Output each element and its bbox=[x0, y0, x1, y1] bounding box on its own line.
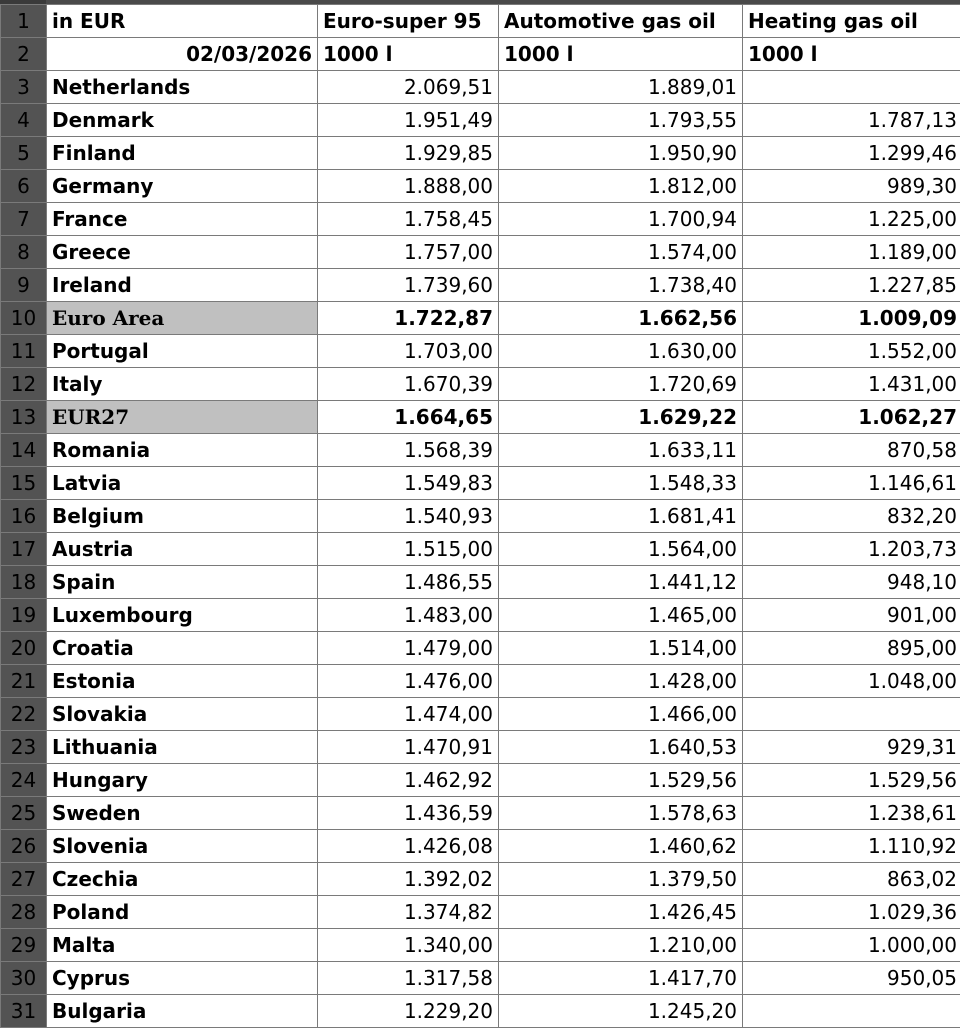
row-number[interactable]: 13 bbox=[1, 401, 47, 434]
table-row bbox=[1, 269, 960, 302]
heating-gas-oil-cell[interactable]: 1.552,00 bbox=[743, 335, 960, 368]
row-number[interactable]: 7 bbox=[1, 203, 47, 236]
table-row bbox=[1, 698, 960, 731]
table-row bbox=[1, 896, 960, 929]
row-number[interactable]: 24 bbox=[1, 764, 47, 797]
heating-gas-oil-cell[interactable]: 901,00 bbox=[743, 599, 960, 632]
sheet-row-units bbox=[1, 38, 960, 71]
table-row bbox=[1, 830, 960, 863]
euro-super-95-cell[interactable]: 1.758,45 bbox=[318, 203, 499, 236]
table-row bbox=[1, 797, 960, 830]
euro-super-95-cell[interactable]: 1.568,39 bbox=[318, 434, 499, 467]
country-cell[interactable]: Poland bbox=[47, 896, 318, 929]
table-row bbox=[1, 665, 960, 698]
automotive-gas-oil-cell[interactable]: 1.379,50 bbox=[499, 863, 743, 896]
row-number[interactable]: 1 bbox=[1, 5, 47, 38]
heating-gas-oil-cell[interactable]: 1.189,00 bbox=[743, 236, 960, 269]
table-row bbox=[1, 434, 960, 467]
heating-gas-oil-cell[interactable]: 1.227,85 bbox=[743, 269, 960, 302]
heating-gas-oil-cell[interactable]: 950,05 bbox=[743, 962, 960, 995]
country-cell[interactable]: Slovakia bbox=[47, 698, 318, 731]
table-row bbox=[1, 863, 960, 896]
table-row bbox=[1, 566, 960, 599]
euro-super-95-cell[interactable]: 1.340,00 bbox=[318, 929, 499, 962]
cell-date[interactable]: 02/03/2026 bbox=[47, 38, 318, 71]
euro-super-95-cell[interactable]: 1.474,00 bbox=[318, 698, 499, 731]
euro-super-95-cell[interactable]: 1.929,85 bbox=[318, 137, 499, 170]
table-row bbox=[1, 962, 960, 995]
country-cell[interactable]: Finland bbox=[47, 137, 318, 170]
heating-gas-oil-cell[interactable]: 1.238,61 bbox=[743, 797, 960, 830]
row-number[interactable]: 12 bbox=[1, 368, 47, 401]
country-cell[interactable]: Ireland bbox=[47, 269, 318, 302]
table-row bbox=[1, 368, 960, 401]
automotive-gas-oil-cell[interactable]: 1.629,22 bbox=[499, 401, 743, 434]
country-cell[interactable]: Czechia bbox=[47, 863, 318, 896]
automotive-gas-oil-cell[interactable]: 1.460,62 bbox=[499, 830, 743, 863]
sheet-row-header bbox=[1, 5, 960, 38]
euro-super-95-cell[interactable]: 1.374,82 bbox=[318, 896, 499, 929]
heating-gas-oil-cell[interactable]: 1.062,27 bbox=[743, 401, 960, 434]
table-row bbox=[1, 632, 960, 665]
heating-gas-oil-cell[interactable]: 1.299,46 bbox=[743, 137, 960, 170]
row-number[interactable]: 20 bbox=[1, 632, 47, 665]
country-cell[interactable]: Spain bbox=[47, 566, 318, 599]
row-number[interactable]: 19 bbox=[1, 599, 47, 632]
euro-super-95-cell[interactable]: 1.486,55 bbox=[318, 566, 499, 599]
row-number[interactable]: 25 bbox=[1, 797, 47, 830]
row-number[interactable]: 26 bbox=[1, 830, 47, 863]
row-number[interactable]: 9 bbox=[1, 269, 47, 302]
euro-super-95-cell[interactable]: 1.515,00 bbox=[318, 533, 499, 566]
country-cell[interactable]: Italy bbox=[47, 368, 318, 401]
automotive-gas-oil-cell[interactable]: 1.529,56 bbox=[499, 764, 743, 797]
row-number[interactable]: 27 bbox=[1, 863, 47, 896]
row-number[interactable]: 14 bbox=[1, 434, 47, 467]
aggregate-label-cell[interactable]: EUR27 bbox=[47, 401, 318, 434]
country-cell[interactable]: Slovenia bbox=[47, 830, 318, 863]
automotive-gas-oil-cell[interactable]: 1.428,00 bbox=[499, 665, 743, 698]
row-number[interactable]: 29 bbox=[1, 929, 47, 962]
automotive-gas-oil-cell[interactable]: 1.889,01 bbox=[499, 71, 743, 104]
automotive-gas-oil-cell[interactable]: 1.700,94 bbox=[499, 203, 743, 236]
automotive-gas-oil-cell[interactable]: 1.465,00 bbox=[499, 599, 743, 632]
euro-super-95-cell[interactable]: 1.479,00 bbox=[318, 632, 499, 665]
table-row bbox=[1, 104, 960, 137]
heating-gas-oil-cell[interactable]: 1.048,00 bbox=[743, 665, 960, 698]
country-cell[interactable]: Croatia bbox=[47, 632, 318, 665]
row-number[interactable]: 21 bbox=[1, 665, 47, 698]
automotive-gas-oil-cell[interactable]: 1.720,69 bbox=[499, 368, 743, 401]
country-cell[interactable]: Netherlands bbox=[47, 71, 318, 104]
heating-gas-oil-cell[interactable]: 1.203,73 bbox=[743, 533, 960, 566]
table-row bbox=[1, 335, 960, 368]
euro-super-95-cell[interactable]: 2.069,51 bbox=[318, 71, 499, 104]
heating-gas-oil-cell[interactable]: 1.009,09 bbox=[743, 302, 960, 335]
euro-super-95-cell[interactable]: 1.951,49 bbox=[318, 104, 499, 137]
country-cell[interactable]: Romania bbox=[47, 434, 318, 467]
automotive-gas-oil-cell[interactable]: 1.950,90 bbox=[499, 137, 743, 170]
table-row bbox=[1, 599, 960, 632]
cell-label-in-eur[interactable]: in EUR bbox=[47, 5, 318, 38]
row-number[interactable]: 16 bbox=[1, 500, 47, 533]
row-number[interactable]: 10 bbox=[1, 302, 47, 335]
row-number[interactable]: 4 bbox=[1, 104, 47, 137]
table-row bbox=[1, 533, 960, 566]
table-row bbox=[1, 500, 960, 533]
heating-gas-oil-cell[interactable] bbox=[743, 71, 960, 104]
automotive-gas-oil-cell[interactable]: 1.578,63 bbox=[499, 797, 743, 830]
row-number[interactable]: 31 bbox=[1, 995, 47, 1028]
country-cell[interactable]: Estonia bbox=[47, 665, 318, 698]
heating-gas-oil-cell[interactable]: 1.787,13 bbox=[743, 104, 960, 137]
automotive-gas-oil-cell[interactable]: 1.793,55 bbox=[499, 104, 743, 137]
automotive-gas-oil-cell[interactable]: 1.417,70 bbox=[499, 962, 743, 995]
country-cell[interactable]: Germany bbox=[47, 170, 318, 203]
country-cell[interactable]: Sweden bbox=[47, 797, 318, 830]
table-row bbox=[1, 203, 960, 236]
table-row bbox=[1, 137, 960, 170]
row-number[interactable]: 2 bbox=[1, 38, 47, 71]
country-cell[interactable]: Denmark bbox=[47, 104, 318, 137]
euro-super-95-cell[interactable]: 1.722,87 bbox=[318, 302, 499, 335]
row-number[interactable]: 6 bbox=[1, 170, 47, 203]
unit-heating-gas-oil[interactable]: 1000 l bbox=[743, 38, 960, 71]
euro-super-95-cell[interactable]: 1.540,93 bbox=[318, 500, 499, 533]
euro-super-95-cell[interactable]: 1.664,65 bbox=[318, 401, 499, 434]
euro-super-95-cell[interactable]: 1.436,59 bbox=[318, 797, 499, 830]
row-number[interactable]: 8 bbox=[1, 236, 47, 269]
euro-super-95-cell[interactable]: 1.229,20 bbox=[318, 995, 499, 1028]
row-number[interactable]: 28 bbox=[1, 896, 47, 929]
automotive-gas-oil-cell[interactable]: 1.466,00 bbox=[499, 698, 743, 731]
automotive-gas-oil-cell[interactable]: 1.574,00 bbox=[499, 236, 743, 269]
euro-super-95-cell[interactable]: 1.462,92 bbox=[318, 764, 499, 797]
automotive-gas-oil-cell[interactable]: 1.681,41 bbox=[499, 500, 743, 533]
row-number[interactable]: 17 bbox=[1, 533, 47, 566]
country-cell[interactable]: Cyprus bbox=[47, 962, 318, 995]
heating-gas-oil-cell[interactable]: 863,02 bbox=[743, 863, 960, 896]
row-number[interactable]: 30 bbox=[1, 962, 47, 995]
automotive-gas-oil-cell[interactable]: 1.630,00 bbox=[499, 335, 743, 368]
automotive-gas-oil-cell[interactable]: 1.662,56 bbox=[499, 302, 743, 335]
euro-super-95-cell[interactable]: 1.739,60 bbox=[318, 269, 499, 302]
country-cell[interactable]: Lithuania bbox=[47, 731, 318, 764]
automotive-gas-oil-cell[interactable]: 1.210,00 bbox=[499, 929, 743, 962]
heating-gas-oil-cell[interactable]: 1.529,56 bbox=[743, 764, 960, 797]
euro-super-95-cell[interactable]: 1.703,00 bbox=[318, 335, 499, 368]
automotive-gas-oil-cell[interactable]: 1.514,00 bbox=[499, 632, 743, 665]
euro-super-95-cell[interactable]: 1.888,00 bbox=[318, 170, 499, 203]
heating-gas-oil-cell[interactable]: 1.225,00 bbox=[743, 203, 960, 236]
automotive-gas-oil-cell[interactable]: 1.548,33 bbox=[499, 467, 743, 500]
table-row bbox=[1, 929, 960, 962]
table-row bbox=[1, 236, 960, 269]
automotive-gas-oil-cell[interactable]: 1.633,11 bbox=[499, 434, 743, 467]
country-cell[interactable]: Hungary bbox=[47, 764, 318, 797]
heating-gas-oil-cell[interactable]: 1.431,00 bbox=[743, 368, 960, 401]
row-number[interactable]: 11 bbox=[1, 335, 47, 368]
table-row bbox=[1, 764, 960, 797]
table-row bbox=[1, 467, 960, 500]
aggregate-row bbox=[1, 401, 960, 434]
unit-automotive-gas-oil[interactable]: 1000 l bbox=[499, 38, 743, 71]
column-title-automotive-gas-oil[interactable]: Automotive gas oil bbox=[499, 5, 743, 38]
heating-gas-oil-cell[interactable] bbox=[743, 995, 960, 1028]
country-cell[interactable]: Latvia bbox=[47, 467, 318, 500]
country-cell[interactable]: Belgium bbox=[47, 500, 318, 533]
automotive-gas-oil-cell[interactable]: 1.738,40 bbox=[499, 269, 743, 302]
country-cell[interactable]: Austria bbox=[47, 533, 318, 566]
euro-super-95-cell[interactable]: 1.757,00 bbox=[318, 236, 499, 269]
automotive-gas-oil-cell[interactable]: 1.812,00 bbox=[499, 170, 743, 203]
heating-gas-oil-cell[interactable]: 1.000,00 bbox=[743, 929, 960, 962]
table-row bbox=[1, 71, 960, 104]
euro-super-95-cell[interactable]: 1.476,00 bbox=[318, 665, 499, 698]
euro-super-95-cell[interactable]: 1.317,58 bbox=[318, 962, 499, 995]
automotive-gas-oil-cell[interactable]: 1.564,00 bbox=[499, 533, 743, 566]
aggregate-row bbox=[1, 302, 960, 335]
country-cell[interactable]: Malta bbox=[47, 929, 318, 962]
heating-gas-oil-cell[interactable]: 948,10 bbox=[743, 566, 960, 599]
euro-super-95-cell[interactable]: 1.470,91 bbox=[318, 731, 499, 764]
column-title-euro-super-95[interactable]: Euro-super 95 bbox=[318, 5, 499, 38]
automotive-gas-oil-cell[interactable]: 1.441,12 bbox=[499, 566, 743, 599]
heating-gas-oil-cell[interactable]: 895,00 bbox=[743, 632, 960, 665]
euro-super-95-cell[interactable]: 1.392,02 bbox=[318, 863, 499, 896]
euro-super-95-cell[interactable]: 1.483,00 bbox=[318, 599, 499, 632]
heating-gas-oil-cell[interactable]: 870,58 bbox=[743, 434, 960, 467]
row-number[interactable]: 22 bbox=[1, 698, 47, 731]
table-row bbox=[1, 170, 960, 203]
country-cell[interactable]: France bbox=[47, 203, 318, 236]
country-cell[interactable]: Portugal bbox=[47, 335, 318, 368]
automotive-gas-oil-cell[interactable]: 1.426,45 bbox=[499, 896, 743, 929]
aggregate-label-cell[interactable]: Euro Area bbox=[47, 302, 318, 335]
heating-gas-oil-cell[interactable]: 1.146,61 bbox=[743, 467, 960, 500]
automotive-gas-oil-cell[interactable]: 1.245,20 bbox=[499, 995, 743, 1028]
row-number[interactable]: 23 bbox=[1, 731, 47, 764]
heating-gas-oil-cell[interactable]: 1.029,36 bbox=[743, 896, 960, 929]
country-cell[interactable]: Bulgaria bbox=[47, 995, 318, 1028]
euro-super-95-cell[interactable]: 1.549,83 bbox=[318, 467, 499, 500]
row-number[interactable]: 3 bbox=[1, 71, 47, 104]
table-row bbox=[1, 731, 960, 764]
row-number[interactable]: 5 bbox=[1, 137, 47, 170]
automotive-gas-oil-cell[interactable]: 1.640,53 bbox=[499, 731, 743, 764]
heating-gas-oil-cell[interactable]: 989,30 bbox=[743, 170, 960, 203]
heating-gas-oil-cell[interactable]: 1.110,92 bbox=[743, 830, 960, 863]
unit-euro-super-95[interactable]: 1000 l bbox=[318, 38, 499, 71]
row-number[interactable]: 15 bbox=[1, 467, 47, 500]
table-row bbox=[1, 995, 960, 1028]
country-cell[interactable]: Greece bbox=[47, 236, 318, 269]
euro-super-95-cell[interactable]: 1.670,39 bbox=[318, 368, 499, 401]
spreadsheet-grid bbox=[0, 4, 960, 1028]
euro-super-95-cell[interactable]: 1.426,08 bbox=[318, 830, 499, 863]
country-cell[interactable]: Luxembourg bbox=[47, 599, 318, 632]
row-number[interactable]: 18 bbox=[1, 566, 47, 599]
heating-gas-oil-cell[interactable]: 832,20 bbox=[743, 500, 960, 533]
heating-gas-oil-cell[interactable]: 929,31 bbox=[743, 731, 960, 764]
heating-gas-oil-cell[interactable] bbox=[743, 698, 960, 731]
column-title-heating-gas-oil[interactable]: Heating gas oil bbox=[743, 5, 960, 38]
